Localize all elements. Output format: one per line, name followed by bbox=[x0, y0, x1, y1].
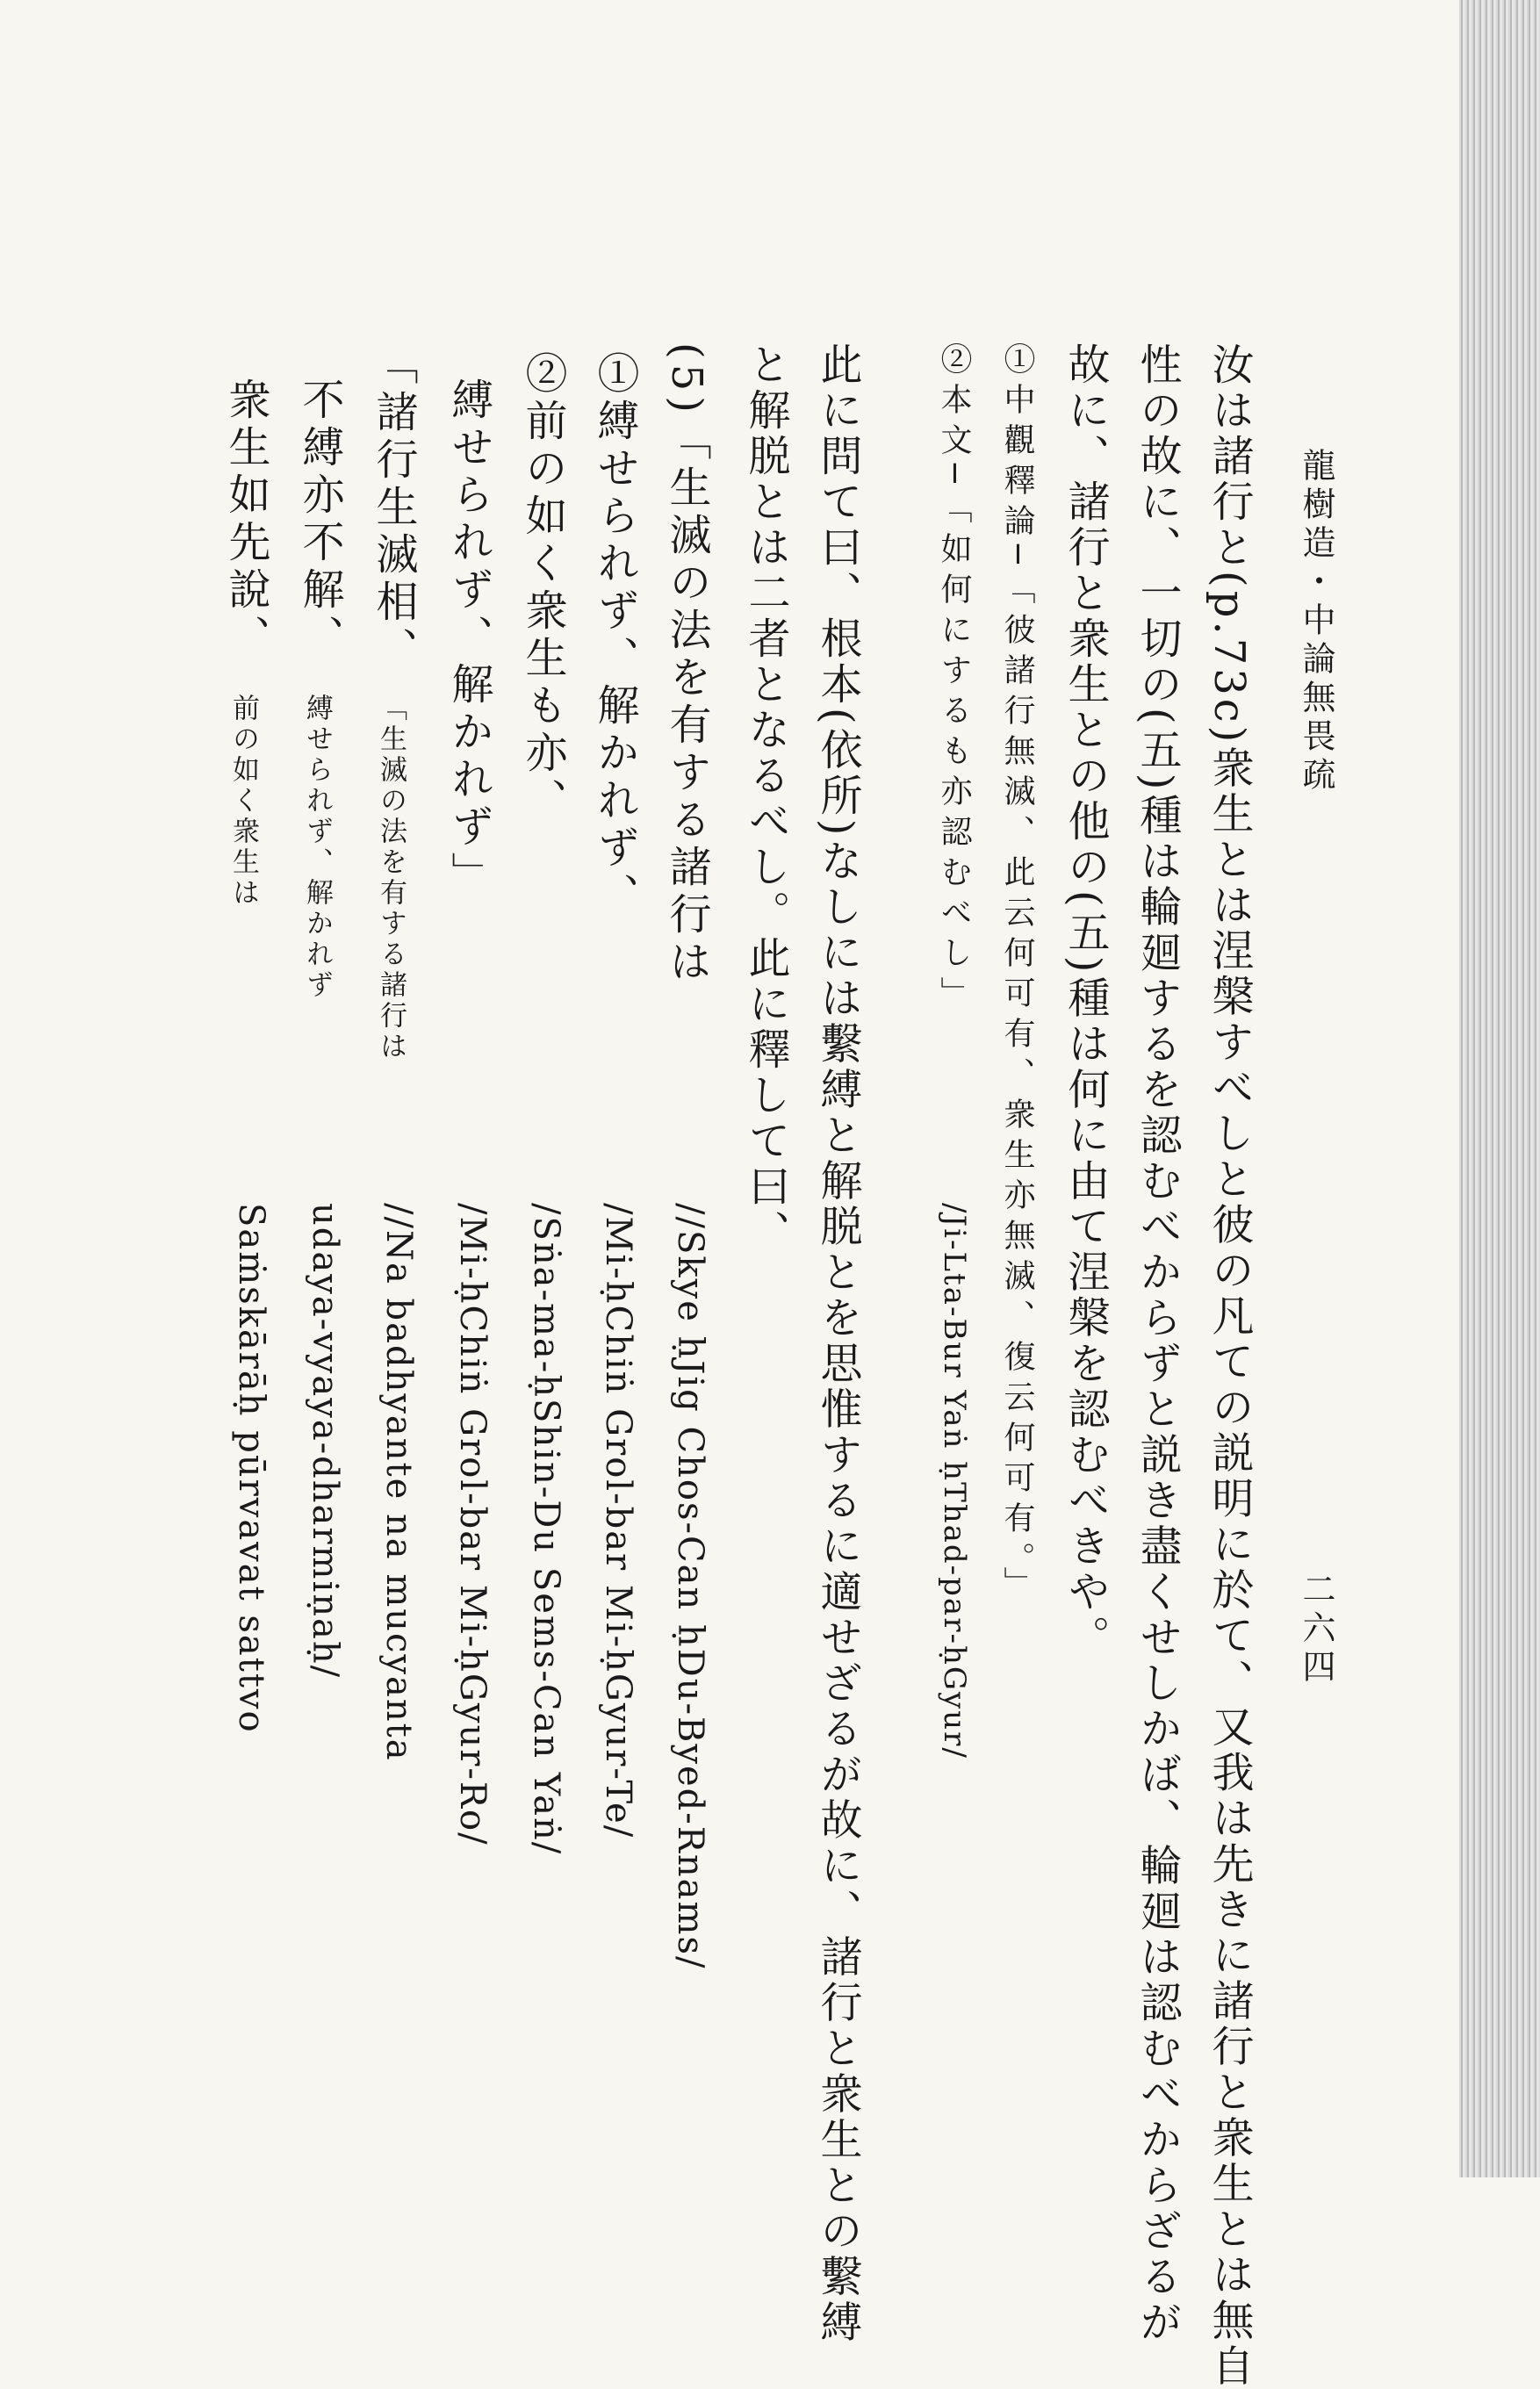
verse-tib-2: /Mi-ḥChiṅ Grol-bar Mi-ḥGyur-Te/ bbox=[598, 1203, 638, 1839]
sanskrit-1: //Na badhyante na mucyanta bbox=[378, 1203, 419, 1762]
note-1: ①中觀釋論─「彼諸行無滅、此云何可有、衆生亦無滅、復云何可有。」 bbox=[999, 342, 1035, 1607]
question-line-2: と解脱とは二者となるべし。此に釋して曰、 bbox=[741, 342, 790, 1256]
verse-tib-3: /Sṅa-ma-ḥShin-Du Sems-Can Yaṅ/ bbox=[526, 1203, 566, 1856]
verse-jp-1: (5)「生滅の法を有する諸行は bbox=[662, 342, 711, 987]
page-number: 二六四 bbox=[1297, 1572, 1335, 1687]
verse-jp-2: ①縛せられず、解かれず、 bbox=[590, 351, 639, 920]
verse-tib-4: /Mi-ḥChiṅ Grol-bar Mi-ḥGyur-Ro/ bbox=[452, 1203, 493, 1846]
note-2: ②本文─「如何にするも亦認むべし」 bbox=[936, 342, 972, 1017]
small-jp-2: 縛せられず、解かれず bbox=[301, 694, 333, 1001]
body-line-2: 性の故に、一切の(五)種は輪廻するを認むべからずと説き盡くせしかば、輪廻は認むべからざるが bbox=[1133, 342, 1182, 2346]
body-line-1: 汝は諸行と(p.73c)衆生とは涅槃すべしと彼の凡ての説明に於て、又我は先きに諸行と衆生とは無自 bbox=[1205, 342, 1254, 2389]
verse-tib-1: //Skye ḥJig Chos-Can ḥDu-Byed-Rnams/ bbox=[670, 1203, 710, 1970]
small-jp-1: 「生滅の法を有する諸行は bbox=[375, 694, 407, 1062]
sanskrit-3: Saṁskārāḥ pūrvavat sattvo bbox=[231, 1203, 271, 1734]
running-title: 龍樹造・中論無畏疏 bbox=[1297, 448, 1335, 795]
verse-jp-3: ②前の如く衆生も亦、 bbox=[518, 351, 567, 825]
binding-gutter bbox=[1459, 0, 1540, 2177]
chinese-line-1: 「諸行生滅相、 bbox=[369, 342, 418, 674]
verse-jp-4: 縛せられず、解かれず」 bbox=[444, 378, 493, 899]
chinese-line-2: 不縛亦不解、 bbox=[295, 378, 344, 662]
sanskrit-2: udaya-vyaya-dharmiṇaḥ/ bbox=[305, 1203, 345, 1680]
small-jp-3: 前の如く衆生は bbox=[227, 694, 259, 909]
body-line-3: 故に、諸行と衆生との他の(五)種は何に由て涅槃を認むべきや。 bbox=[1061, 342, 1110, 1661]
chinese-line-3: 衆生如先說、 bbox=[221, 378, 270, 662]
note-2-tibetan: /Ji-Lta-Bur Yaṅ ḥThad-par-ḥGyur/ bbox=[937, 1203, 972, 1759]
question-line-1: 此に問て曰、根本(依所)なしには繫縛と解脱とを思惟するに適せざるが故に、諸行と衆生との繫縛 bbox=[813, 342, 862, 2346]
